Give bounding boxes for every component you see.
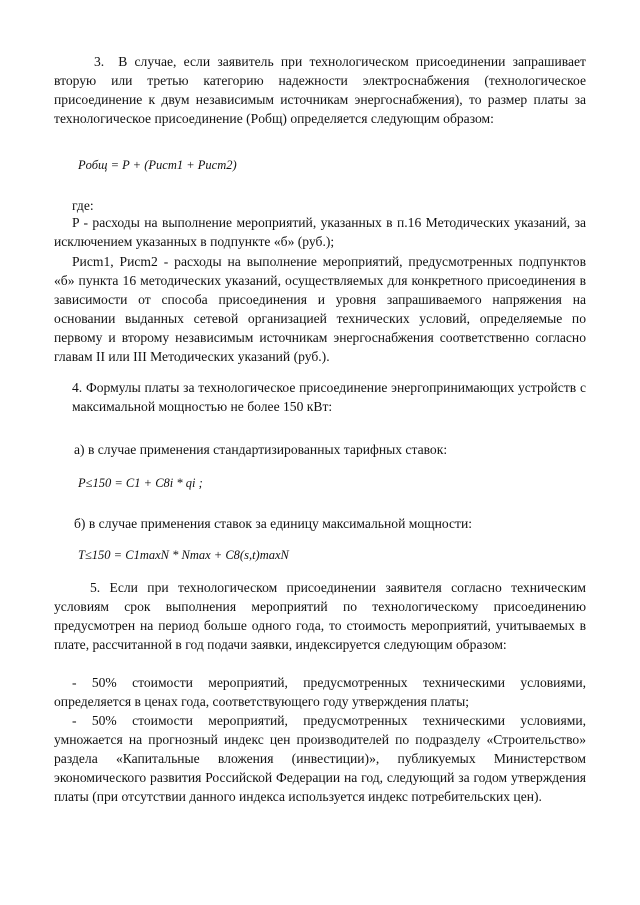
formula-standard-rates (78, 476, 203, 491)
section-3-text: В случае, если заявитель при технологическом присоединении запрашивает вторую или третью категорию надежности электроснабжения (технологическое присоединение к двум независимым источникам энергоснабжения), то размер платы за технологическое присоединение (Pобщ) определяется следующим образом: (54, 54, 586, 126)
where-label: где: (72, 198, 94, 213)
definition-p: P - расходы на выполнение мероприятий, указанных в п.16 Методических указаний, за исключением указанных в подпункте «б» (руб.); (54, 215, 586, 249)
section-4-title: 4. Формулы платы за технологическое присоединение энергопринимающих устройств с максимальной мощностью не более 150 кВт: (72, 380, 586, 414)
section-3-paragraph (54, 52, 586, 128)
section-5-paragraph: 5. Если при технологическом присоединении заявителя согласно техническим условиям срок выполнения мероприятий по технологическому присоединению предусмотрен на период больше одного года, то стоимость мероприятий, учитываемых в плате, рассчитанной в год подачи заявки, индексируется следующим образом: (54, 580, 586, 652)
section-3-number: 3. (94, 54, 105, 69)
formula-standard-rates-text: P≤150 = C1 + C8i * qi ; (78, 476, 203, 490)
section-4a-label: а) в случае применения стандартизированных тарифных ставок: (74, 442, 448, 457)
formula-max-power-rates (78, 548, 289, 563)
section-5-item-2: - 50% стоимости мероприятий, предусмотренных техническими условиями, умножается на прогнозный индекс цен производителей по подразделу «Строительство» раздела «Капитальные вложения (инвестиции)», публикуемых Министерством экономического развития Российской Федерации на год, следующий за годом утверждения платы (при отсутствии данного индекса используется индекс потребительских цен). (54, 713, 586, 804)
definition-pist: Pисm1, Pисm2 - расходы на выполнение мероприятий, предусмотренных подпунктов «б» пункта 16 методических указаний, осуществляемых для конкретного присоединения в зависимости от способа присоединения и уровня запрашиваемого напряжения на основании выданных сетевой организацией технических условий, определяемые по первому и второму независимым источникам энергоснабжения соответственно согласно главам II или III Методических указаний (руб.). (54, 254, 586, 364)
section-5-item-1: - 50% стоимости мероприятий, предусмотренных техническими условиями, определяется в ценах года, соответствующего году утверждения платы; (54, 675, 586, 709)
formula-total-fee-text: Pобщ = P + (Pисm1 + Pисm2) (78, 158, 237, 172)
formula-total-fee (78, 158, 237, 173)
section-4b-label: б) в случае применения ставок за единицу максимальной мощности: (74, 516, 473, 531)
formula-max-power-rates-text: T≤150 = C1maxN * Nmax + C8(s,t)maxN (78, 548, 289, 562)
